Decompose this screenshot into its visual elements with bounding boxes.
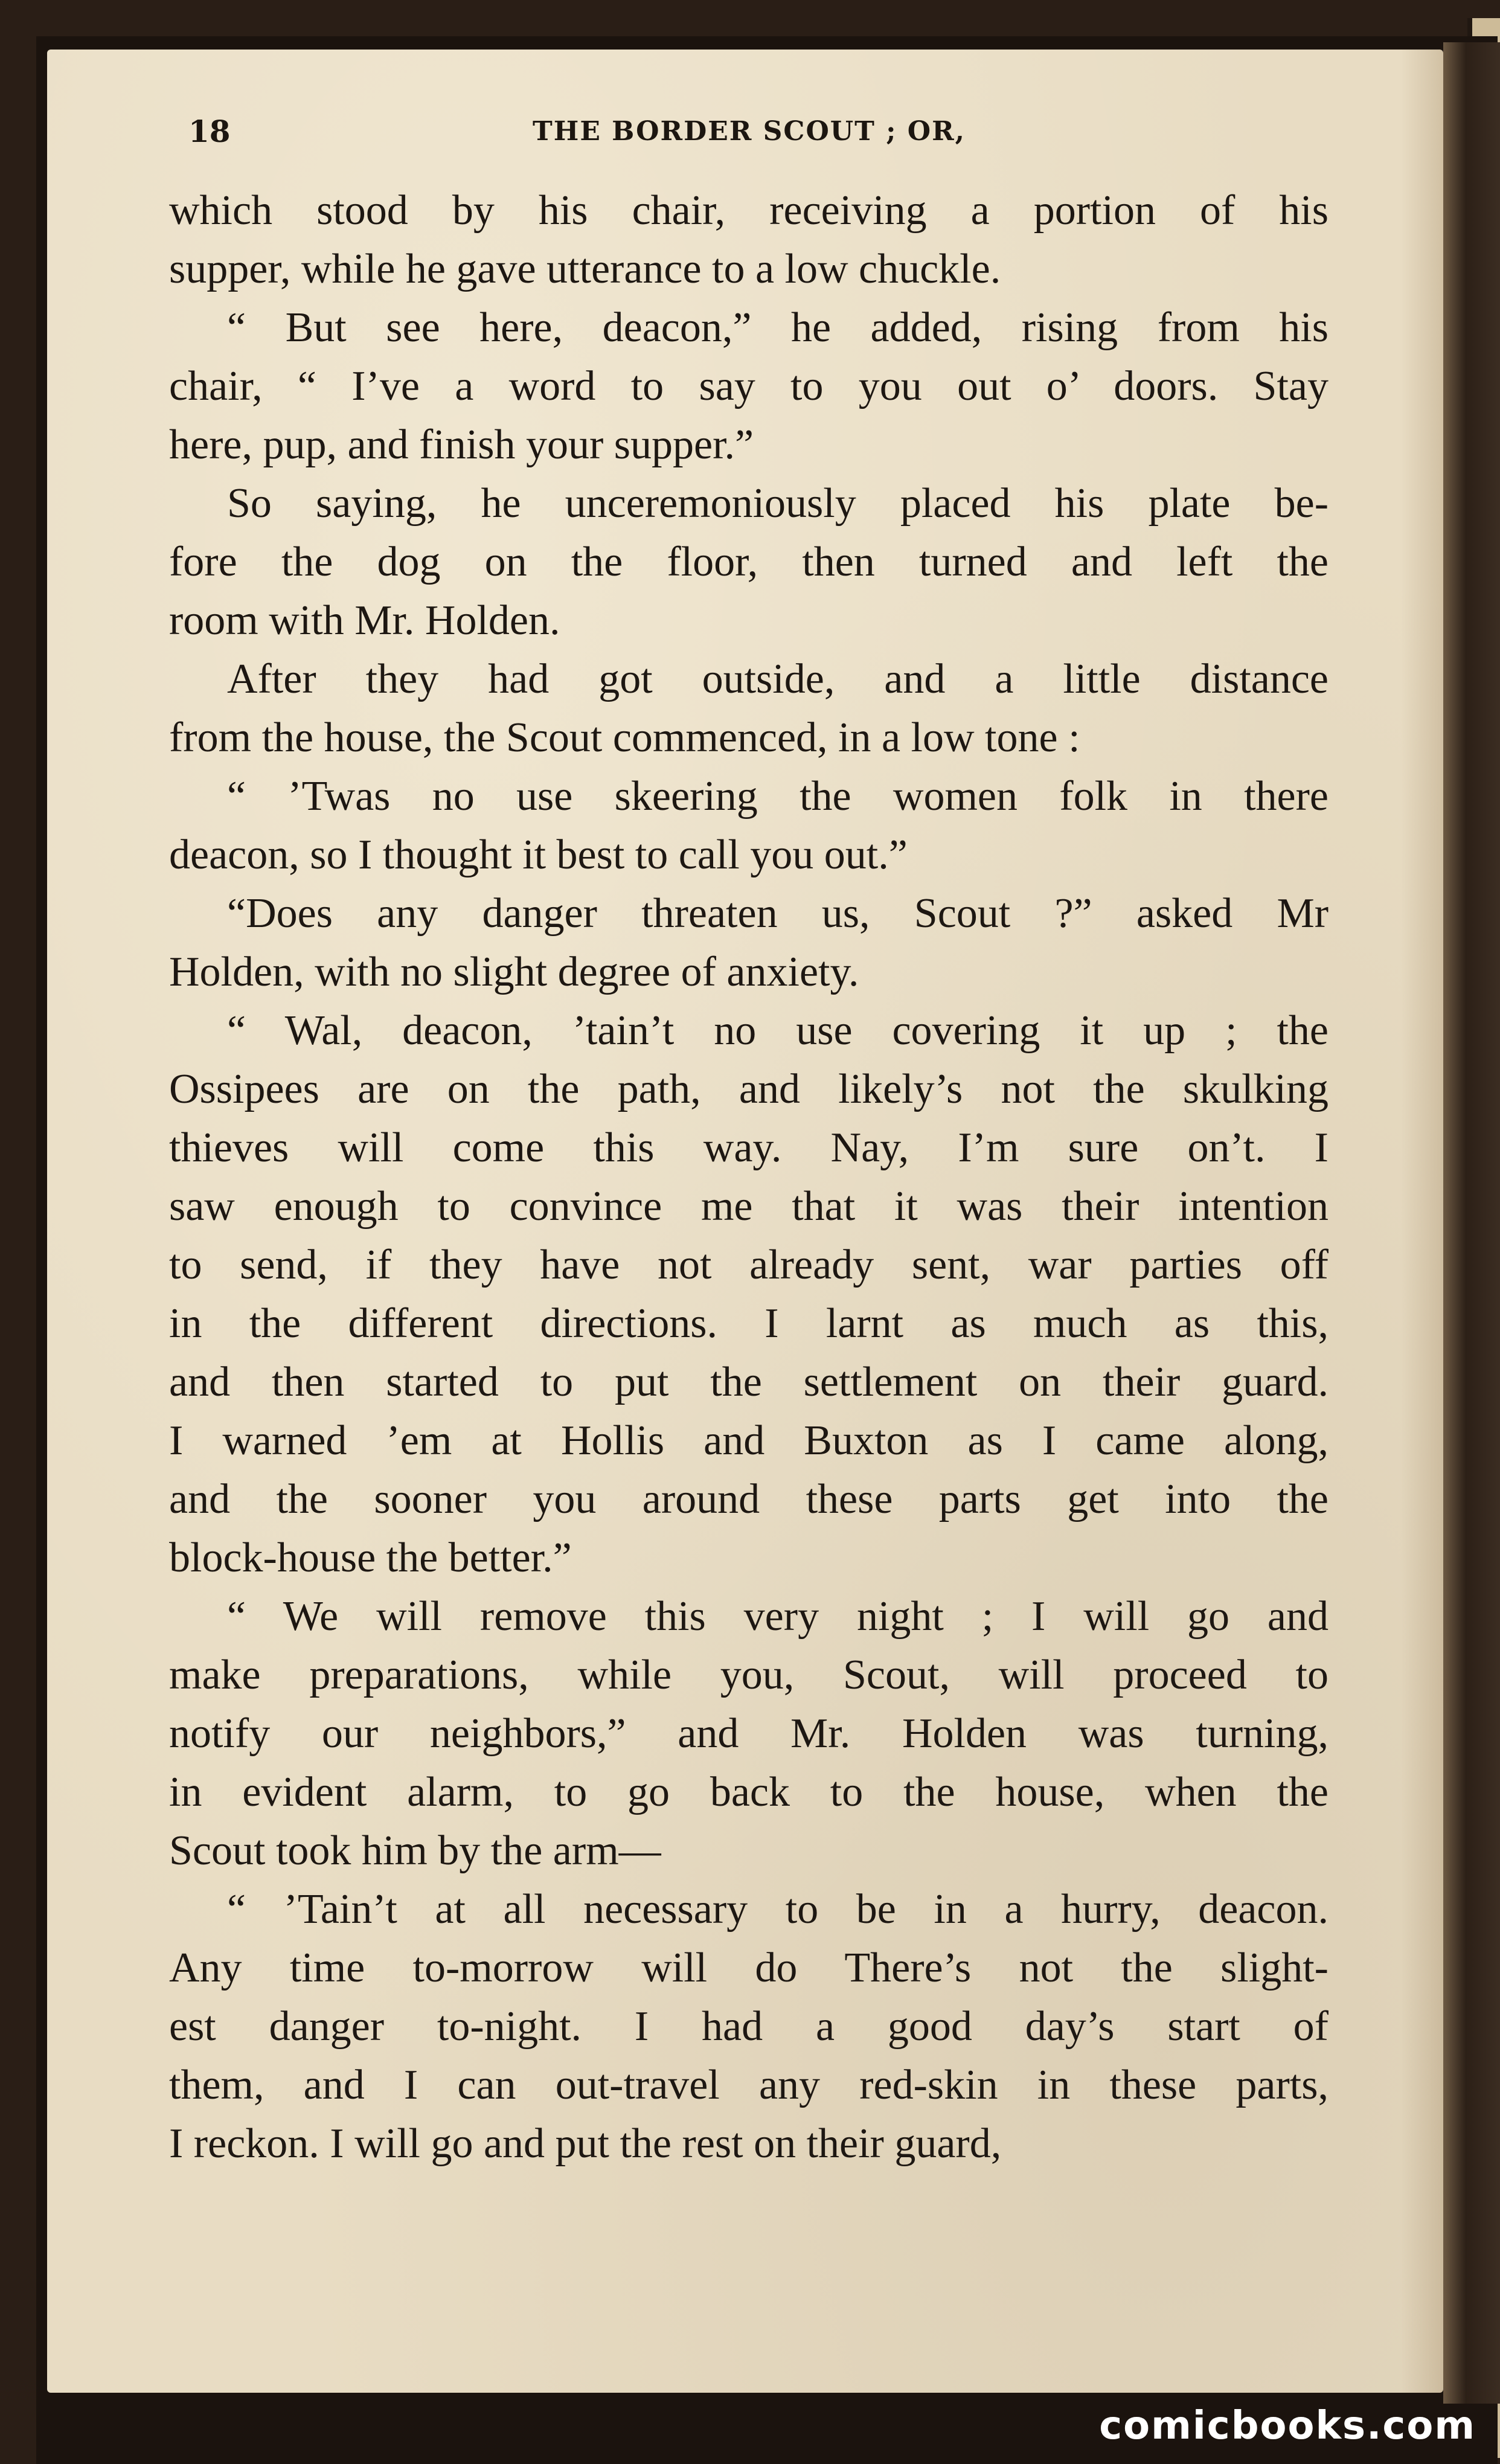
page-number: 18 bbox=[188, 114, 231, 149]
running-title: THE BORDER SCOUT ; OR, bbox=[533, 116, 966, 147]
paragraph bbox=[169, 884, 1329, 1001]
text-line: chair, “ I’ve a word to say to you out o’ doors. Stay bbox=[169, 363, 1329, 409]
text-line: notify our neighbors,” and Mr. Holden was turning, bbox=[169, 1710, 1329, 1757]
text-line: supper, while he gave utterance to a low chuckle. bbox=[169, 246, 1001, 292]
watermark: comicbooks.com bbox=[1099, 2404, 1476, 2448]
paragraph bbox=[169, 298, 1329, 474]
paragraph bbox=[169, 181, 1329, 298]
text-line: room with Mr. Holden. bbox=[169, 597, 560, 644]
text-line: to send, if they have not already sent, war parties off bbox=[169, 1242, 1329, 1288]
paragraph bbox=[169, 1587, 1329, 1880]
text-line: thieves will come this way. Nay, I’m sure on’t. I bbox=[169, 1125, 1329, 1171]
text-line: here, pup, and finish your supper.” bbox=[169, 422, 754, 468]
text-line: After they had got outside, and a little distance bbox=[227, 656, 1329, 702]
text-line: “ ’Twas no use skeering the women folk in there bbox=[227, 773, 1329, 820]
text-line: make preparations, while you, Scout, will proceed to bbox=[169, 1652, 1329, 1698]
text-line: fore the dog on the floor, then turned and left the bbox=[169, 539, 1329, 585]
text-line: “ ’Tain’t at all necessary to be in a hurry, deacon. bbox=[227, 1886, 1329, 1933]
text-line: block-house the better.” bbox=[169, 1535, 572, 1581]
text-line: in the different directions. I larnt as much as this, bbox=[169, 1300, 1329, 1347]
text-line: Holden, with no slight degree of anxiety. bbox=[169, 949, 859, 995]
text-line: Any time to-morrow will do There’s not the slight- bbox=[169, 1945, 1329, 1991]
paragraph bbox=[169, 767, 1329, 884]
text-line: in evident alarm, to go back to the house, when the bbox=[169, 1769, 1329, 1815]
text-line: Scout took him by the arm— bbox=[169, 1827, 661, 1874]
text-line: est danger to-night. I had a good day’s start of bbox=[169, 2003, 1329, 2050]
paragraph bbox=[169, 1001, 1329, 1587]
paragraph bbox=[169, 474, 1329, 650]
text-line: “ But see here, deacon,” he added, rising from his bbox=[227, 304, 1329, 351]
text-line: and the sooner you around these parts get into the bbox=[169, 1476, 1329, 1522]
text-line: So saying, he unceremoniously placed his plate be- bbox=[227, 480, 1329, 527]
text-line: I warned ’em at Hollis and Buxton as I came along, bbox=[169, 1417, 1329, 1464]
body-text bbox=[169, 181, 1329, 2173]
text-line: “ We will remove this very night ; I will go and bbox=[227, 1593, 1329, 1640]
text-line: them, and I can out-travel any red-skin in these parts, bbox=[169, 2062, 1329, 2108]
book-spine bbox=[1443, 42, 1500, 2404]
text-line: from the house, the Scout commenced, in a low tone : bbox=[169, 714, 1080, 761]
text-line: which stood by his chair, receiving a portion of his bbox=[169, 187, 1329, 234]
running-head bbox=[188, 114, 1324, 162]
text-line: “ Wal, deacon, ’tain’t no use covering it up ; the bbox=[227, 1007, 1329, 1054]
text-line: “Does any danger threaten us, Scout ?” asked Mr bbox=[227, 890, 1329, 937]
text-line: I reckon. I will go and put the rest on their guard, bbox=[169, 2120, 1002, 2167]
text-line: deacon, so I thought it best to call you out.” bbox=[169, 832, 908, 878]
text-line: and then started to put the settlement on their guard. bbox=[169, 1359, 1329, 1405]
text-line: saw enough to convince me that it was their intention bbox=[169, 1183, 1329, 1230]
paragraph bbox=[169, 650, 1329, 767]
text-line: Ossipees are on the path, and likely’s not the skulking bbox=[169, 1066, 1329, 1112]
paragraph bbox=[169, 1880, 1329, 2173]
